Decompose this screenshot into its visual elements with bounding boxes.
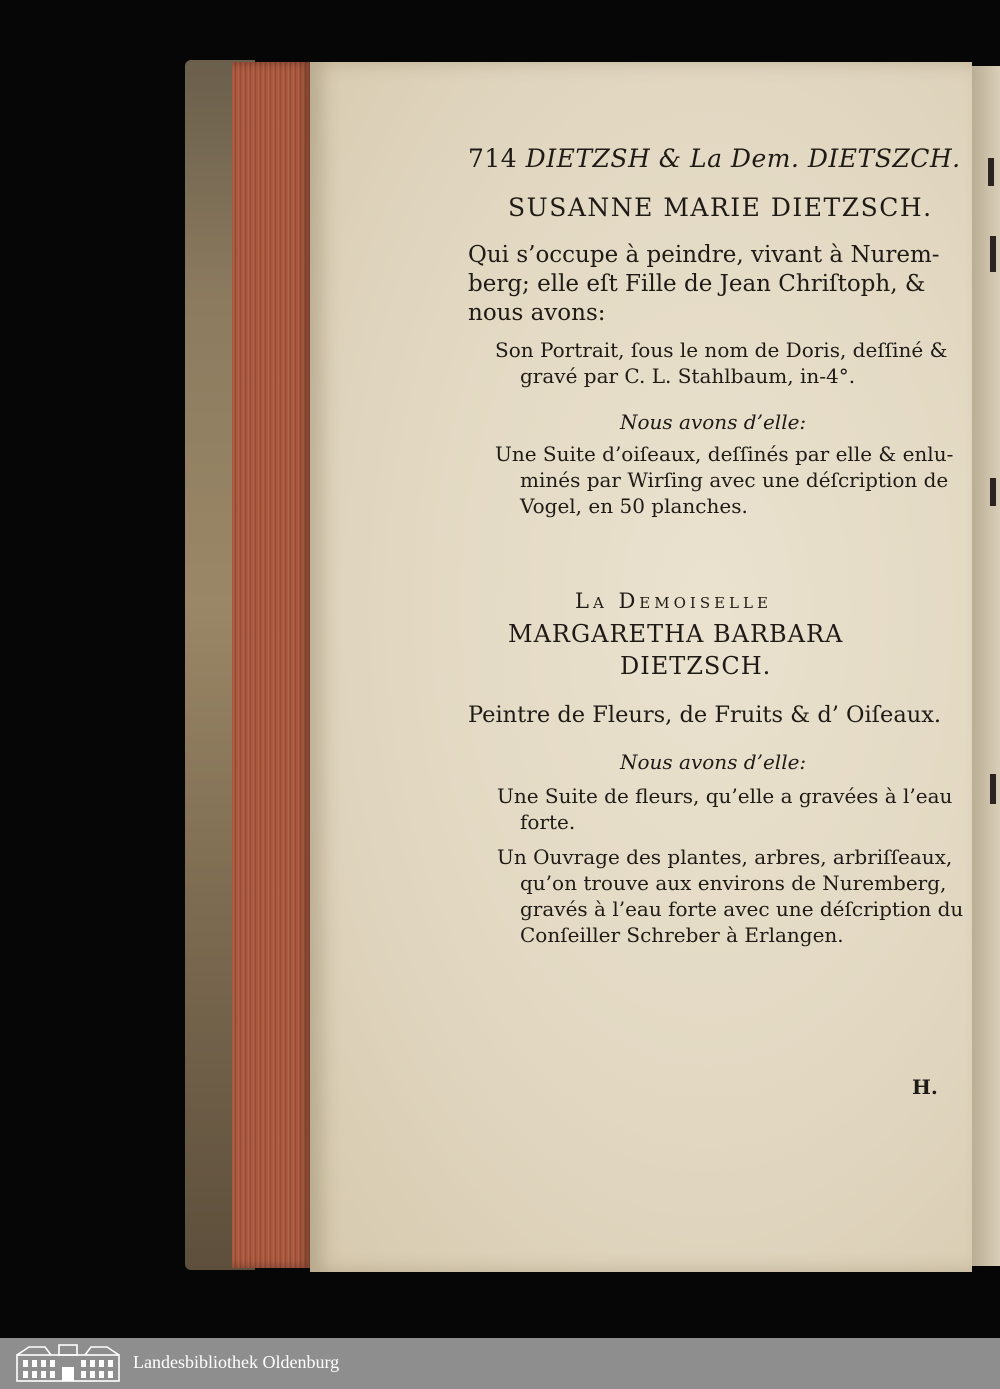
entry1-work-line-1: Une Suite d’oiſeaux, deſſinés par elle & enlu- <box>495 442 954 466</box>
entry2-subhead: Nous avons d’elle: <box>620 750 807 774</box>
entry1-portrait-line-2: gravé par C. L. Stahlbaum, in-4°. <box>520 364 856 388</box>
entry-name-susanne: SUSANNE MARIE DIETZSCH. <box>508 193 933 222</box>
entry2-work1-line-2: forte. <box>520 810 576 834</box>
catchword: H. <box>912 1075 938 1099</box>
entry2-work2-line-3: gravés à l’eau forte avec une déſcription du <box>520 897 964 921</box>
entry2-work1-line-1: Une Suite de fleurs, qu’elle a gravées à l’eau <box>497 784 953 808</box>
entry2-title-line-3: DIETZSCH. <box>620 652 772 680</box>
page-number: 714 <box>468 144 518 173</box>
footer-bar <box>0 1338 1000 1389</box>
running-header <box>468 144 961 173</box>
library-building-icon <box>15 1343 121 1383</box>
entry2-work2-line-4: Conſeiller Schreber à Erlangen. <box>520 923 844 947</box>
entry1-intro-line-1: Qui s’occupe à peindre, vivant à Nurem- <box>468 242 940 268</box>
entry2-title-line-1: La Demoiselle <box>575 589 772 613</box>
facing-page-strip <box>972 66 1000 1266</box>
page-edges <box>232 62 312 1268</box>
entry1-subhead: Nous avons d’elle: <box>620 410 807 434</box>
entry2-work2-line-1: Un Ouvrage des plantes, arbres, arbriſſeaux, <box>497 845 953 869</box>
entry2-work2-line-2: qu’on trouve aux environs de Nuremberg, <box>520 871 947 895</box>
entry1-intro-line-2: berg; elle eſt Fille de Jean Chriſtoph, & <box>468 271 926 297</box>
entry1-portrait-line-1: Son Portrait, ſous le nom de Doris, deſſiné & <box>495 338 948 362</box>
entry1-work-line-2: minés par Wirſing avec une déſcription de <box>520 468 949 492</box>
library-name[interactable]: Landesbibliothek Oldenburg <box>133 1352 340 1372</box>
running-title: DIETZSH & La Dem. DIETSZCH. <box>525 144 961 173</box>
entry1-work-line-3: Vogel, en 50 planches. <box>520 494 748 518</box>
entry2-title-line-2: MARGARETHA BARBARA <box>508 620 844 648</box>
entry1-intro-line-3: nous avons: <box>468 300 606 326</box>
entry2-intro: Peintre de Fleurs, de Fruits & d’ Oiſeaux. <box>468 702 942 728</box>
